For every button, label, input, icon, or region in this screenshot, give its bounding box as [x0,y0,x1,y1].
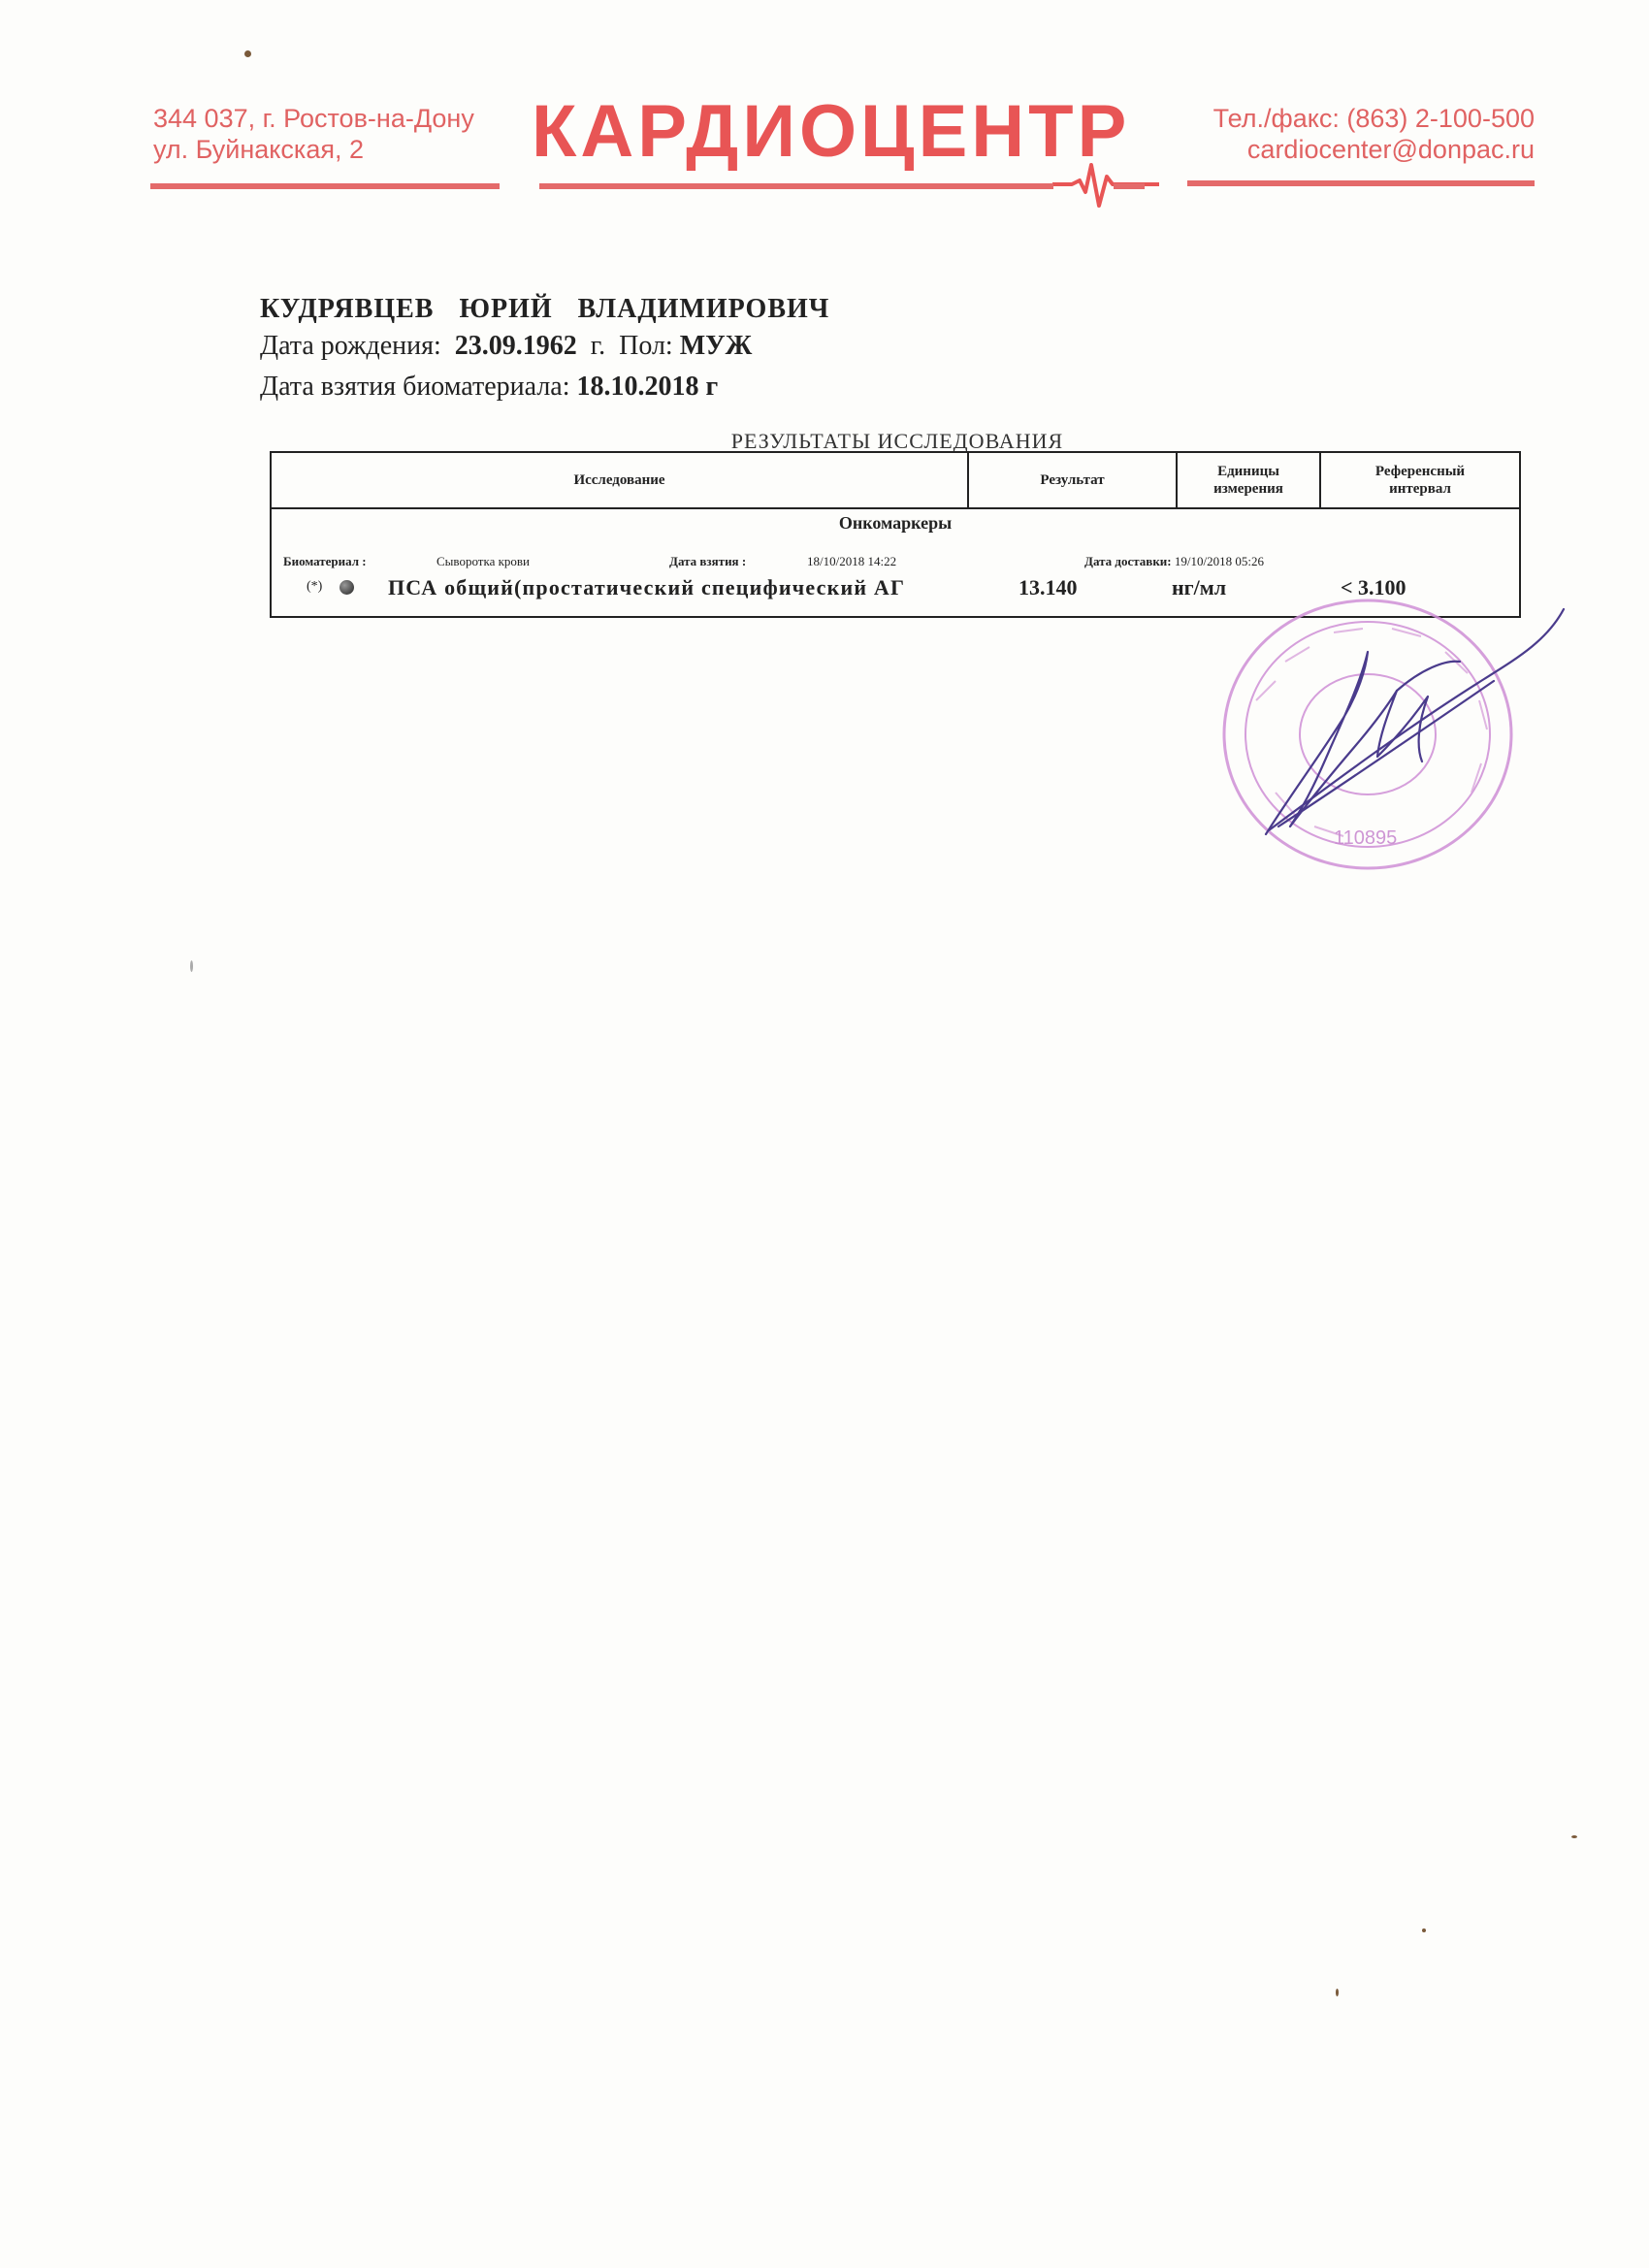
sample-date-value: 18.10.2018 г [576,372,719,402]
test-result: 13.140 [1018,575,1078,599]
email-address: cardiocenter@donpac.ru [1246,135,1535,164]
delivery-info [1084,554,1264,569]
letterhead-rule-right-short [1114,183,1145,189]
delivery-label: Дата доставки: [1084,554,1172,568]
taken-value: 18/10/2018 14:22 [807,554,897,568]
sample-date-row [260,369,829,405]
test-reference: < 3.100 [1341,575,1406,599]
letterhead-rule-center [539,183,1053,189]
sex-value: МУЖ [679,331,753,361]
patient-dob-row [260,328,829,365]
biomaterial-value: Сыворотка крови [436,554,531,568]
group-title: Онкомаркеры [838,513,953,533]
letterhead-rule-right [1187,180,1535,186]
patient-info [260,291,829,405]
status-dot-icon [340,580,354,595]
taken-label: Дата взятия : [669,554,747,568]
delivery-value: 19/10/2018 05:26 [1174,554,1264,568]
scan-speck [1571,1835,1577,1838]
dob-label: Дата рождения: [260,331,441,361]
dob-suffix: г. [590,331,606,361]
patient-name: КУДРЯВЦЕВ ЮРИЙ ВЛАДИМИРОВИЧ [260,294,830,324]
test-units: нг/мл [1172,575,1227,599]
sex-label: Пол: [619,331,673,361]
handwritten-signature [1251,601,1571,844]
address-line-1: 344 037, г. Ростов-на-Дону [153,104,474,133]
clinic-logo: КАРДИОЦЕНТР [532,90,1131,173]
sample-date-label: Дата взятия биоматериала: [260,372,570,402]
results-title: РЕЗУЛЬТАТЫ ИССЛЕДОВАНИЯ [730,429,1064,453]
letterhead-rule-left [150,183,500,189]
scan-speck [1422,1928,1426,1932]
address-line-2: ул. Буйнакская, 2 [153,135,364,164]
row-marker: (*) [307,579,323,594]
scan-speck [1336,1989,1339,1996]
col-header-units: Единицы измерения [1213,464,1283,497]
col-header-result: Результат [1040,472,1105,488]
table-header [272,453,1519,509]
scan-speck [190,960,193,972]
test-name: ПСА общий(простатический специфический АГ [388,575,906,599]
letterhead-address [153,103,474,165]
col-header-test: Исследование [573,472,665,488]
letterhead-contacts [1213,103,1535,165]
stamp-number: 110895 [1334,827,1398,849]
col-header-reference: Референсный интервал [1374,464,1466,497]
scan-speck [244,50,251,57]
dob-value: 23.09.1962 [454,331,577,361]
biomaterial-label: Биоматериал : [283,554,367,568]
phone-fax: Тел./факс: (863) 2-100-500 [1212,104,1535,133]
